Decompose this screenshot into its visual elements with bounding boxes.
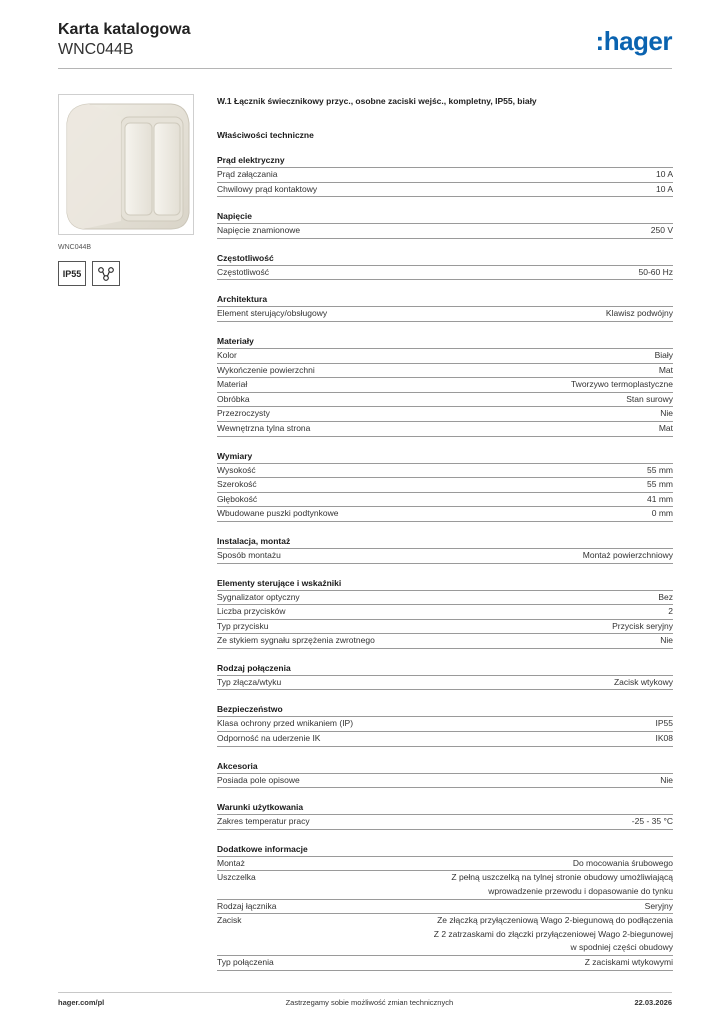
spec-row	[217, 604, 673, 619]
spec-rows	[217, 463, 673, 522]
spec-row	[217, 182, 673, 198]
spec-row	[217, 675, 673, 691]
spec-row	[217, 492, 673, 507]
image-caption: WNC044B	[58, 244, 92, 251]
spec-row	[217, 363, 673, 378]
spec-rows	[217, 675, 673, 691]
spec-label: Posiada pole opisowe	[217, 774, 300, 785]
document-title: Karta katalogowa	[58, 21, 191, 38]
spec-rows	[217, 856, 673, 971]
spec-section	[217, 761, 673, 789]
spec-section-title: Instalacja, montaż	[217, 535, 291, 546]
spec-section	[217, 155, 673, 197]
spec-row	[217, 406, 673, 421]
spec-label: Chwilowy prąd kontaktowy	[217, 183, 318, 194]
footer-website-link[interactable]: hager.com/pl	[58, 998, 105, 1007]
spec-row	[217, 167, 673, 182]
spec-value: 2	[668, 606, 673, 617]
spec-label: Częstotliwość	[217, 266, 269, 277]
spec-label: Zacisk	[217, 915, 242, 926]
spec-section	[217, 704, 673, 746]
spec-section-title: Akcesoria	[217, 760, 258, 771]
spec-section-title: Dodatkowe informacje	[217, 843, 308, 854]
specifications-column	[217, 96, 673, 971]
spec-section-title: Wymiary	[217, 450, 253, 461]
product-code: WNC044B	[58, 41, 134, 58]
spec-label: Wykończenie powierzchni	[217, 364, 315, 375]
spec-section	[217, 844, 673, 971]
spec-label: Ze stykiem sygnału sprzężenia zwrotnego	[217, 635, 375, 646]
spec-section-title: Częstotliwość	[217, 252, 274, 263]
footer-date: 22.03.2026	[634, 998, 672, 1007]
spec-row	[217, 477, 673, 492]
spec-row	[217, 265, 673, 281]
page-footer	[58, 998, 672, 1007]
spec-section	[217, 253, 673, 281]
spec-rows	[217, 548, 673, 564]
spec-section	[217, 578, 673, 649]
spec-label: Obróbka	[217, 393, 250, 404]
spec-value: Nie	[660, 408, 673, 419]
spec-section-title: Elementy sterujące i wskaźniki	[217, 577, 342, 588]
footer-divider	[58, 992, 672, 993]
specification-sections	[217, 155, 673, 971]
spec-row	[217, 619, 673, 634]
spec-value: Ze złączką przyłączeniową Wago 2-biegunową do podłączenia Z 2 zatrzaskami do złączki przyłączeniowej Wago 2-biegunowej w spodniej części obudowy	[433, 915, 673, 953]
spec-section	[217, 663, 673, 691]
spec-row	[217, 548, 673, 564]
spec-value: 250 V	[650, 225, 673, 236]
spec-value: Stan surowy	[626, 393, 673, 404]
spec-section	[217, 451, 673, 522]
spec-label: Napięcie znamionowe	[217, 225, 301, 236]
header-divider	[58, 68, 672, 69]
spec-label: Zakres temperatur pracy	[217, 816, 310, 827]
spec-rows	[217, 814, 673, 830]
spec-label: Sposób montażu	[217, 549, 281, 560]
spec-row	[217, 814, 673, 830]
spec-value: Montaż powierzchniowy	[582, 549, 673, 560]
product-image-column	[58, 94, 194, 286]
spec-row	[217, 377, 673, 392]
terminal-symbol-icon	[97, 266, 115, 282]
spec-label: Montaż	[217, 857, 245, 868]
spec-value: Do mocowania śrubowego	[572, 857, 673, 868]
spec-section	[217, 536, 673, 564]
spec-value: 10 A	[655, 169, 673, 179]
spec-label: Typ przycisku	[217, 620, 269, 631]
spec-rows	[217, 265, 673, 281]
spec-row	[217, 913, 673, 955]
spec-row	[217, 463, 673, 478]
spec-label: Prąd załączania	[217, 169, 278, 179]
spec-value: Z pełną uszczelką na tylnej stronie obudowy umożliwiającą wprowadzenie przewodu i dopasowanie do tynku	[451, 872, 673, 897]
spec-value: Mat	[658, 364, 673, 375]
spec-value: Nie	[660, 635, 673, 646]
spec-value: 55 mm	[647, 479, 673, 490]
spec-label: Liczba przycisków	[217, 606, 286, 617]
spec-row	[217, 223, 673, 239]
spec-rows	[217, 590, 673, 649]
document-header	[58, 20, 190, 60]
spec-row	[217, 731, 673, 747]
spec-rows	[217, 716, 673, 746]
spec-row	[217, 392, 673, 407]
switch-illustration	[59, 95, 194, 235]
product-description: W.1 Łącznik świecznikowy przyc., osobne zaciski wejśc., kompletny, IP55, biały	[217, 96, 537, 106]
spec-value: Mat	[658, 422, 673, 433]
spec-section	[217, 211, 673, 239]
spec-section-title: Materiały	[217, 335, 254, 346]
spec-label: Wysokość	[217, 464, 256, 475]
spec-label: Przezroczysty	[217, 408, 270, 419]
spec-section-title: Architektura	[217, 294, 268, 305]
spec-value: 50-60 Hz	[638, 266, 673, 277]
spec-section	[217, 294, 673, 322]
spec-label: Wewnętrzna tylna strona	[217, 422, 311, 433]
wiring-terminal-icon	[92, 261, 120, 286]
spec-row	[217, 590, 673, 605]
spec-rows	[217, 773, 673, 789]
spec-value: 41 mm	[647, 493, 673, 504]
spec-section-title: Prąd elektryczny	[217, 155, 285, 165]
spec-label: Sygnalizator optyczny	[217, 591, 300, 602]
spec-label: Kolor	[217, 349, 237, 360]
spec-value: 0 mm	[651, 508, 673, 519]
spec-section-title: Warunki użytkowania	[217, 802, 304, 813]
spec-value: Zacisk wtykowy	[613, 676, 673, 687]
spec-row	[217, 955, 673, 971]
spec-label: Rodzaj łącznika	[217, 900, 277, 911]
spec-section	[217, 802, 673, 830]
spec-value: Tworzywo termoplastyczne	[570, 379, 673, 390]
spec-value: IP55	[655, 718, 673, 729]
spec-label: Element sterujący/obsługowy	[217, 308, 328, 319]
ip55-badge: IP55	[58, 261, 86, 286]
spec-row	[217, 306, 673, 322]
spec-row	[217, 870, 673, 898]
spec-row	[217, 899, 673, 914]
spec-label: Klasa ochrony przed wnikaniem (IP)	[217, 718, 354, 729]
spec-section-title: Napięcie	[217, 211, 252, 222]
spec-value: Z zaciskami wtykowymi	[584, 957, 673, 967]
feature-icons	[58, 261, 194, 286]
spec-rows	[217, 167, 673, 197]
spec-value: Nie	[660, 774, 673, 785]
spec-value: Klawisz podwójny	[605, 308, 673, 319]
spec-row	[217, 348, 673, 363]
spec-rows	[217, 306, 673, 322]
spec-row	[217, 773, 673, 789]
spec-row	[217, 506, 673, 522]
spec-label: Uszczelka	[217, 872, 256, 883]
technical-properties-heading: Właściwości techniczne	[217, 130, 314, 140]
spec-value: -25 - 35 °C	[631, 816, 673, 827]
spec-rows	[217, 223, 673, 239]
spec-row	[217, 633, 673, 649]
spec-section-title: Rodzaj połączenia	[217, 662, 291, 673]
spec-section-title: Bezpieczeństwo	[217, 704, 283, 715]
spec-value: 55 mm	[647, 464, 673, 475]
spec-label: Wbudowane puszki podtynkowe	[217, 508, 339, 519]
spec-row	[217, 716, 673, 731]
spec-row	[217, 856, 673, 871]
spec-label: Odporność na uderzenie IK	[217, 733, 321, 744]
spec-value: 10 A	[655, 183, 673, 194]
spec-value: Bez	[658, 591, 673, 602]
spec-section	[217, 336, 673, 437]
spec-rows	[217, 348, 673, 437]
hager-logo: :hager	[595, 26, 672, 56]
spec-value: Przycisk seryjny	[612, 620, 673, 631]
spec-row	[217, 421, 673, 437]
spec-label: Typ połączenia	[217, 957, 274, 967]
spec-label: Materiał	[217, 379, 248, 390]
spec-value: Seryjny	[644, 900, 673, 911]
spec-label: Szerokość	[217, 479, 257, 490]
spec-label: Głębokość	[217, 493, 258, 504]
spec-label: Typ złącza/wtyku	[217, 676, 282, 687]
product-image	[58, 94, 194, 235]
footer-notice: Zastrzegamy sobie możliwość zmian technicznych	[285, 998, 454, 1007]
spec-value: Biały	[654, 349, 673, 360]
spec-value: IK08	[655, 733, 673, 744]
